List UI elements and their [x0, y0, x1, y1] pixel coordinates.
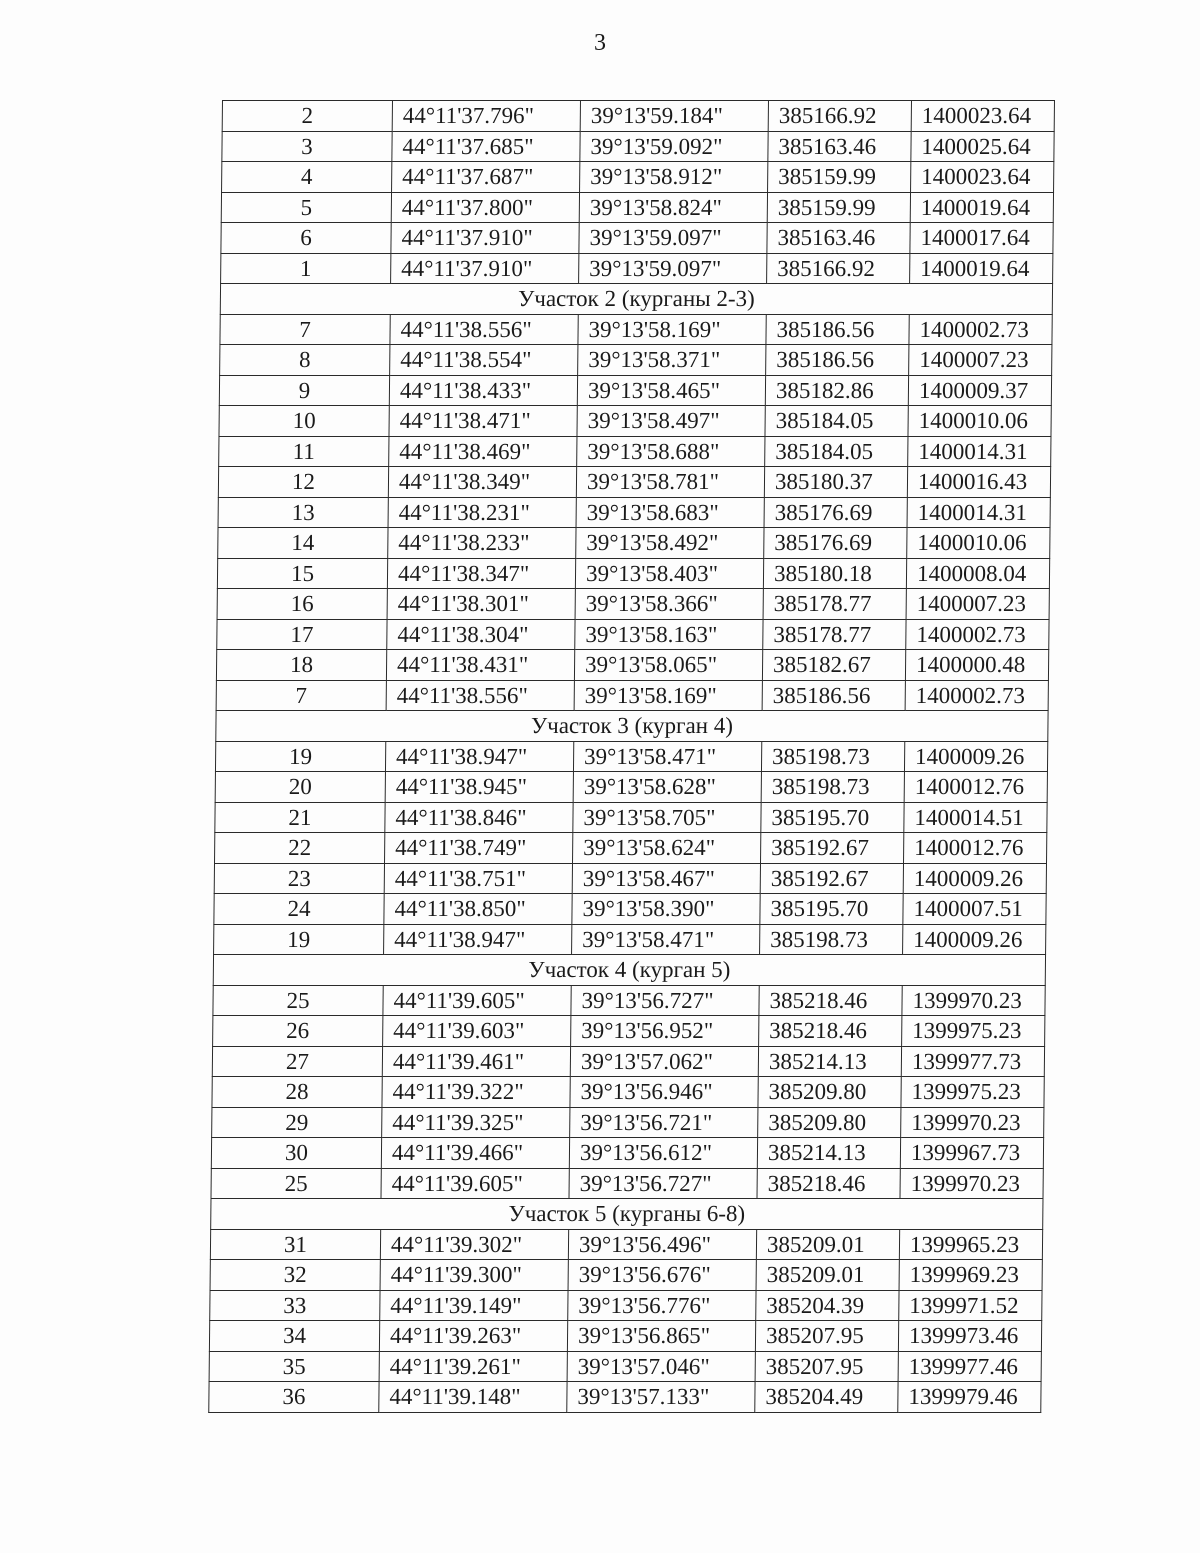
x-coordinate-cell: 385180.18 — [763, 558, 906, 589]
x-coordinate-cell: 385207.95 — [755, 1321, 898, 1352]
y-coordinate-cell: 1399967.73 — [900, 1138, 1043, 1169]
table-row — [212, 1046, 1044, 1077]
y-coordinate-cell: 1400019.64 — [910, 192, 1053, 223]
x-coordinate-cell: 385218.46 — [759, 985, 902, 1016]
point-number-cell: 3 — [222, 131, 392, 162]
x-coordinate-cell: 385166.92 — [767, 253, 910, 284]
y-coordinate-cell: 1399971.52 — [899, 1290, 1042, 1321]
table-row — [213, 985, 1045, 1016]
point-number-cell: 32 — [210, 1260, 380, 1291]
latitude-cell: 44°11'38.349" — [388, 467, 576, 498]
longitude-cell: 39°13'59.097" — [579, 223, 767, 254]
point-number-cell: 19 — [215, 741, 385, 772]
x-coordinate-cell: 385159.99 — [768, 162, 911, 193]
table-row — [218, 497, 1050, 528]
y-coordinate-cell: 1400014.31 — [907, 497, 1050, 528]
point-number-cell: 20 — [215, 772, 385, 803]
latitude-cell: 44°11'39.461" — [382, 1046, 570, 1077]
y-coordinate-cell: 1400010.06 — [908, 406, 1051, 437]
table-row — [219, 436, 1051, 467]
point-number-cell: 36 — [209, 1382, 379, 1413]
y-coordinate-cell: 1399969.23 — [899, 1260, 1042, 1291]
table-row — [211, 1168, 1043, 1199]
longitude-cell: 39°13'58.781" — [576, 467, 764, 498]
point-number-cell: 24 — [214, 894, 384, 925]
section-title: Участок 3 (курган 4) — [216, 711, 1048, 742]
section-header-row — [213, 955, 1045, 986]
table-row — [219, 375, 1051, 406]
latitude-cell: 44°11'39.605" — [383, 985, 571, 1016]
x-coordinate-cell: 385207.95 — [755, 1351, 898, 1382]
point-number-cell: 6 — [221, 223, 391, 254]
latitude-cell: 44°11'38.231" — [388, 497, 576, 528]
point-number-cell: 7 — [220, 314, 390, 345]
longitude-cell: 39°13'58.624" — [573, 833, 761, 864]
y-coordinate-cell: 1399975.23 — [902, 1016, 1045, 1047]
longitude-cell: 39°13'58.471" — [572, 924, 760, 955]
longitude-cell: 39°13'58.688" — [577, 436, 765, 467]
y-coordinate-cell: 1400009.26 — [903, 924, 1046, 955]
y-coordinate-cell: 1400007.23 — [909, 345, 1052, 376]
longitude-cell: 39°13'58.403" — [575, 558, 763, 589]
latitude-cell: 44°11'39.148" — [379, 1382, 567, 1413]
y-coordinate-cell: 1399977.46 — [898, 1351, 1041, 1382]
latitude-cell: 44°11'39.300" — [380, 1260, 568, 1291]
x-coordinate-cell: 385192.67 — [760, 863, 903, 894]
point-number-cell: 34 — [209, 1321, 379, 1352]
table-row — [216, 650, 1048, 681]
y-coordinate-cell: 1399970.23 — [902, 985, 1045, 1016]
table-row — [210, 1260, 1042, 1291]
latitude-cell: 44°11'37.687" — [392, 162, 580, 193]
y-coordinate-cell: 1400012.76 — [904, 772, 1047, 803]
latitude-cell: 44°11'38.850" — [384, 894, 572, 925]
longitude-cell: 39°13'58.705" — [573, 802, 761, 833]
longitude-cell: 39°13'58.824" — [579, 192, 767, 223]
latitude-cell: 44°11'37.796" — [392, 101, 580, 132]
table-row — [213, 1016, 1045, 1047]
point-number-cell: 19 — [214, 924, 384, 955]
x-coordinate-cell: 385198.73 — [761, 741, 904, 772]
point-number-cell: 16 — [217, 589, 387, 620]
x-coordinate-cell: 385176.69 — [764, 528, 907, 559]
table-row — [209, 1382, 1041, 1413]
y-coordinate-cell: 1400017.64 — [910, 223, 1053, 254]
x-coordinate-cell: 385209.80 — [758, 1077, 901, 1108]
latitude-cell: 44°11'38.301" — [387, 589, 575, 620]
table-row — [211, 1138, 1043, 1169]
x-coordinate-cell: 385198.73 — [761, 772, 904, 803]
point-number-cell: 21 — [215, 802, 385, 833]
x-coordinate-cell: 385176.69 — [764, 497, 907, 528]
x-coordinate-cell: 385182.86 — [765, 375, 908, 406]
x-coordinate-cell: 385163.46 — [768, 131, 911, 162]
latitude-cell: 44°11'38.556" — [390, 314, 578, 345]
longitude-cell: 39°13'56.727" — [571, 985, 759, 1016]
y-coordinate-cell: 1400009.26 — [903, 863, 1046, 894]
latitude-cell: 44°11'39.261" — [379, 1351, 567, 1382]
point-number-cell: 35 — [209, 1351, 379, 1382]
latitude-cell: 44°11'38.947" — [384, 924, 572, 955]
latitude-cell: 44°11'39.302" — [380, 1229, 568, 1260]
y-coordinate-cell: 1400002.73 — [909, 314, 1052, 345]
longitude-cell: 39°13'58.492" — [576, 528, 764, 559]
point-number-cell: 22 — [215, 833, 385, 864]
point-number-cell: 9 — [219, 375, 389, 406]
latitude-cell: 44°11'39.603" — [383, 1016, 571, 1047]
y-coordinate-cell: 1400012.76 — [904, 833, 1047, 864]
x-coordinate-cell: 385198.73 — [760, 924, 903, 955]
latitude-cell: 44°11'39.263" — [379, 1321, 567, 1352]
x-coordinate-cell: 385186.56 — [766, 314, 909, 345]
latitude-cell: 44°11'37.685" — [392, 131, 580, 162]
y-coordinate-cell: 1399970.23 — [901, 1107, 1044, 1138]
point-number-cell: 2 — [222, 101, 392, 132]
point-number-cell: 25 — [213, 985, 383, 1016]
table-row — [219, 406, 1051, 437]
longitude-cell: 39°13'57.133" — [567, 1382, 755, 1413]
x-coordinate-cell: 385186.56 — [766, 345, 909, 376]
y-coordinate-cell: 1399970.23 — [900, 1168, 1043, 1199]
table-row — [215, 833, 1047, 864]
longitude-cell: 39°13'58.471" — [573, 741, 761, 772]
y-coordinate-cell: 1400002.73 — [906, 619, 1049, 650]
latitude-cell: 44°11'38.304" — [387, 619, 575, 650]
point-number-cell: 17 — [217, 619, 387, 650]
section-title: Участок 5 (курганы 6-8) — [211, 1199, 1043, 1230]
latitude-cell: 44°11'39.325" — [382, 1107, 570, 1138]
y-coordinate-cell: 1400014.31 — [908, 436, 1051, 467]
longitude-cell: 39°13'58.169" — [574, 680, 762, 711]
coordinates-table — [208, 100, 1055, 1413]
point-number-cell: 23 — [214, 863, 384, 894]
latitude-cell: 44°11'38.233" — [388, 528, 576, 559]
y-coordinate-cell: 1400010.06 — [907, 528, 1050, 559]
x-coordinate-cell: 385195.70 — [760, 894, 903, 925]
latitude-cell: 44°11'37.910" — [391, 253, 579, 284]
table-row — [220, 345, 1052, 376]
point-number-cell: 8 — [220, 345, 390, 376]
latitude-cell: 44°11'38.554" — [390, 345, 578, 376]
point-number-cell: 26 — [213, 1016, 383, 1047]
latitude-cell: 44°11'38.433" — [389, 375, 577, 406]
y-coordinate-cell: 1400019.64 — [910, 253, 1053, 284]
point-number-cell: 29 — [212, 1107, 382, 1138]
table-row — [221, 253, 1053, 284]
point-number-cell: 5 — [221, 192, 391, 223]
point-number-cell: 31 — [210, 1229, 380, 1260]
latitude-cell: 44°11'38.751" — [384, 863, 572, 894]
y-coordinate-cell: 1399973.46 — [898, 1321, 1041, 1352]
x-coordinate-cell: 385178.77 — [763, 619, 906, 650]
y-coordinate-cell: 1400016.43 — [907, 467, 1050, 498]
latitude-cell: 44°11'39.322" — [382, 1077, 570, 1108]
x-coordinate-cell: 385178.77 — [763, 589, 906, 620]
table-row — [222, 131, 1054, 162]
point-number-cell: 14 — [218, 528, 388, 559]
y-coordinate-cell: 1400023.64 — [911, 101, 1054, 132]
longitude-cell: 39°13'58.366" — [575, 589, 763, 620]
longitude-cell: 39°13'58.497" — [577, 406, 765, 437]
latitude-cell: 44°11'38.846" — [385, 802, 573, 833]
longitude-cell: 39°13'58.390" — [572, 894, 760, 925]
y-coordinate-cell: 1400009.26 — [904, 741, 1047, 772]
longitude-cell: 39°13'56.721" — [570, 1107, 758, 1138]
point-number-cell: 25 — [211, 1168, 381, 1199]
table-row — [209, 1321, 1041, 1352]
section-title: Участок 2 (курганы 2-3) — [220, 284, 1052, 315]
y-coordinate-cell: 1399977.73 — [901, 1046, 1044, 1077]
y-coordinate-cell: 1400000.48 — [905, 650, 1048, 681]
table-row — [215, 772, 1047, 803]
longitude-cell: 39°13'56.865" — [567, 1321, 755, 1352]
table-row — [222, 101, 1054, 132]
table-row — [216, 680, 1048, 711]
x-coordinate-cell: 385163.46 — [767, 223, 910, 254]
latitude-cell: 44°11'38.471" — [389, 406, 577, 437]
longitude-cell: 39°13'58.465" — [577, 375, 765, 406]
x-coordinate-cell: 385184.05 — [765, 436, 908, 467]
x-coordinate-cell: 385180.37 — [764, 467, 907, 498]
table-row — [217, 558, 1049, 589]
longitude-cell: 39°13'58.467" — [572, 863, 760, 894]
latitude-cell: 44°11'37.910" — [391, 223, 579, 254]
x-coordinate-cell: 385214.13 — [757, 1138, 900, 1169]
x-coordinate-cell: 385204.39 — [756, 1290, 899, 1321]
longitude-cell: 39°13'59.184" — [580, 101, 768, 132]
point-number-cell: 28 — [212, 1077, 382, 1108]
x-coordinate-cell: 385214.13 — [758, 1046, 901, 1077]
table-row — [218, 528, 1050, 559]
y-coordinate-cell: 1400007.23 — [906, 589, 1049, 620]
latitude-cell: 44°11'38.469" — [389, 436, 577, 467]
table-row — [218, 467, 1050, 498]
table-row — [221, 192, 1053, 223]
table-row — [217, 619, 1049, 650]
latitude-cell: 44°11'39.605" — [381, 1168, 569, 1199]
longitude-cell: 39°13'58.628" — [573, 772, 761, 803]
longitude-cell: 39°13'56.776" — [568, 1290, 756, 1321]
point-number-cell: 4 — [222, 162, 392, 193]
point-number-cell: 13 — [218, 497, 388, 528]
longitude-cell: 39°13'58.912" — [580, 162, 768, 193]
section-header-row — [216, 711, 1048, 742]
point-number-cell: 7 — [216, 680, 386, 711]
table-row — [215, 802, 1047, 833]
table-row — [220, 314, 1052, 345]
table-row — [210, 1229, 1042, 1260]
longitude-cell: 39°13'58.371" — [578, 345, 766, 376]
x-coordinate-cell: 385184.05 — [765, 406, 908, 437]
point-number-cell: 12 — [218, 467, 388, 498]
latitude-cell: 44°11'39.466" — [381, 1138, 569, 1169]
section-header-row — [220, 284, 1052, 315]
y-coordinate-cell: 1399965.23 — [899, 1229, 1042, 1260]
x-coordinate-cell: 385192.67 — [761, 833, 904, 864]
table-row — [212, 1107, 1044, 1138]
latitude-cell: 44°11'38.945" — [385, 772, 573, 803]
y-coordinate-cell: 1400023.64 — [911, 162, 1054, 193]
y-coordinate-cell: 1400008.04 — [906, 558, 1049, 589]
table-row — [222, 162, 1054, 193]
latitude-cell: 44°11'37.800" — [391, 192, 579, 223]
x-coordinate-cell: 385204.49 — [755, 1382, 898, 1413]
longitude-cell: 39°13'58.683" — [576, 497, 764, 528]
latitude-cell: 44°11'38.947" — [385, 741, 573, 772]
table-row — [214, 894, 1046, 925]
y-coordinate-cell: 1400007.51 — [903, 894, 1046, 925]
y-coordinate-cell: 1400009.37 — [908, 375, 1051, 406]
table-row — [212, 1077, 1044, 1108]
longitude-cell: 39°13'56.727" — [569, 1168, 757, 1199]
point-number-cell: 18 — [216, 650, 386, 681]
table-row — [215, 741, 1047, 772]
table-row — [209, 1351, 1041, 1382]
longitude-cell: 39°13'56.676" — [568, 1260, 756, 1291]
x-coordinate-cell: 385218.46 — [757, 1168, 900, 1199]
section-title: Участок 4 (курган 5) — [213, 955, 1045, 986]
x-coordinate-cell: 385182.67 — [762, 650, 905, 681]
table-row — [214, 863, 1046, 894]
latitude-cell: 44°11'38.431" — [386, 650, 574, 681]
section-header-row — [211, 1199, 1043, 1230]
table-row — [214, 924, 1046, 955]
table-row — [210, 1290, 1042, 1321]
point-number-cell: 11 — [219, 436, 389, 467]
point-number-cell: 33 — [210, 1290, 380, 1321]
x-coordinate-cell: 385159.99 — [767, 192, 910, 223]
latitude-cell: 44°11'39.149" — [380, 1290, 568, 1321]
longitude-cell: 39°13'59.097" — [579, 253, 767, 284]
point-number-cell: 1 — [221, 253, 391, 284]
longitude-cell: 39°13'58.169" — [578, 314, 766, 345]
longitude-cell: 39°13'56.952" — [571, 1016, 759, 1047]
longitude-cell: 39°13'59.092" — [580, 131, 768, 162]
point-number-cell: 10 — [219, 406, 389, 437]
longitude-cell: 39°13'56.946" — [570, 1077, 758, 1108]
x-coordinate-cell: 385209.80 — [758, 1107, 901, 1138]
y-coordinate-cell: 1399975.23 — [901, 1077, 1044, 1108]
x-coordinate-cell: 385218.46 — [759, 1016, 902, 1047]
x-coordinate-cell: 385209.01 — [756, 1260, 899, 1291]
y-coordinate-cell: 1400014.51 — [904, 802, 1047, 833]
latitude-cell: 44°11'38.556" — [386, 680, 574, 711]
longitude-cell: 39°13'58.163" — [575, 619, 763, 650]
y-coordinate-cell: 1400025.64 — [911, 131, 1054, 162]
latitude-cell: 44°11'38.749" — [385, 833, 573, 864]
longitude-cell: 39°13'57.046" — [567, 1351, 755, 1382]
x-coordinate-cell: 385166.92 — [768, 101, 911, 132]
point-number-cell: 15 — [217, 558, 387, 589]
point-number-cell: 30 — [211, 1138, 381, 1169]
y-coordinate-cell: 1400002.73 — [905, 680, 1048, 711]
table-row — [221, 223, 1053, 254]
page-number: 3 — [594, 30, 606, 56]
coordinates-table-body — [209, 101, 1055, 1413]
y-coordinate-cell: 1399979.46 — [898, 1382, 1041, 1413]
x-coordinate-cell: 385186.56 — [762, 680, 905, 711]
longitude-cell: 39°13'57.062" — [570, 1046, 758, 1077]
x-coordinate-cell: 385195.70 — [761, 802, 904, 833]
x-coordinate-cell: 385209.01 — [756, 1229, 899, 1260]
point-number-cell: 27 — [212, 1046, 382, 1077]
longitude-cell: 39°13'58.065" — [574, 650, 762, 681]
longitude-cell: 39°13'56.612" — [569, 1138, 757, 1169]
table-row — [217, 589, 1049, 620]
latitude-cell: 44°11'38.347" — [387, 558, 575, 589]
longitude-cell: 39°13'56.496" — [568, 1229, 756, 1260]
